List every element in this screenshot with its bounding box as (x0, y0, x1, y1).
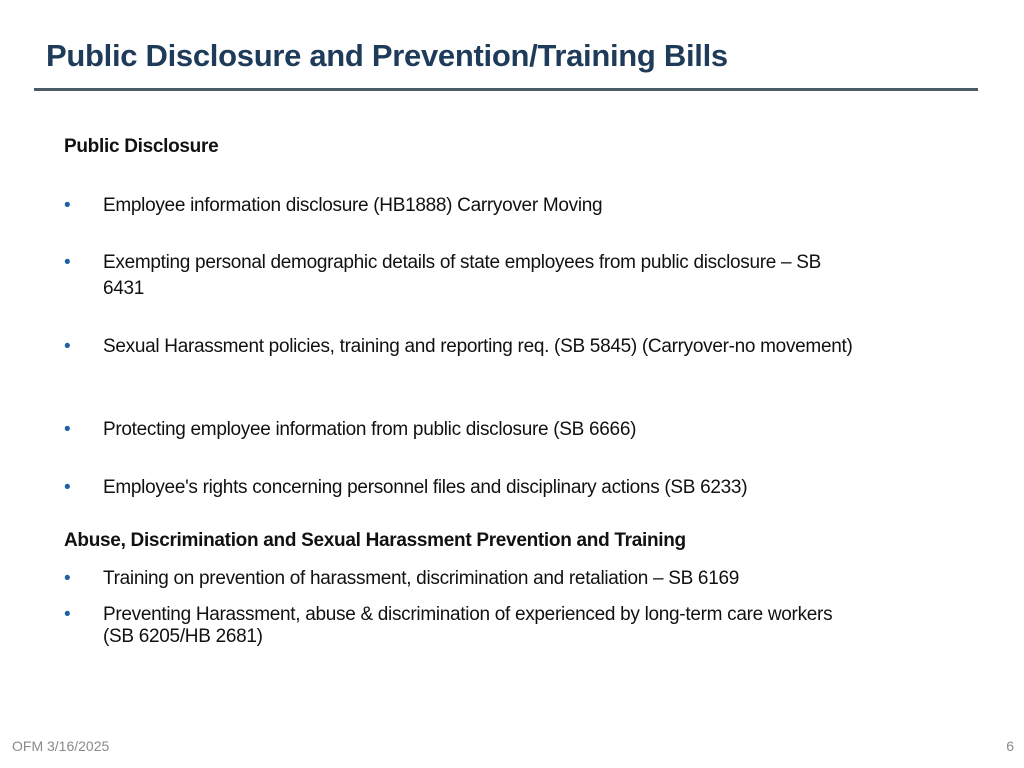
bullet-icon: • (64, 252, 71, 273)
bullet-icon: • (64, 568, 71, 589)
list-item (64, 566, 864, 592)
list-item-text: Employee information disclosure (HB1888) Carryover Moving (103, 195, 603, 216)
list-item (64, 417, 864, 443)
list-item (64, 193, 864, 219)
list-item (64, 604, 864, 648)
bullet-icon: • (64, 477, 71, 498)
list-item-text: Employee's rights concerning personnel files and disciplinary actions (SB 6233) (103, 477, 748, 498)
list-item (64, 334, 864, 360)
list-item-text: Sexual Harassment policies, training and reporting req. (SB 5845) (Carryover-no movement) (103, 336, 853, 357)
list-item-text: Training on prevention of harassment, discrimination and retaliation – SB 6169 (103, 568, 739, 589)
slide-title: Public Disclosure and Prevention/Training Bills (46, 38, 728, 73)
bullet-icon: • (64, 604, 71, 625)
footer-source-date: OFM 3/16/2025 (12, 738, 110, 754)
title-divider (34, 88, 978, 91)
bullet-icon: • (64, 336, 71, 357)
list-item-text: Exempting personal demographic details of state employees from public disclosure – SB 6431 (103, 252, 821, 299)
section-heading-public-disclosure: Public Disclosure (64, 136, 219, 157)
bullet-icon: • (64, 195, 71, 216)
bullet-icon: • (64, 419, 71, 440)
list-item (64, 250, 864, 302)
list-item (64, 475, 864, 501)
list-item-text: Protecting employee information from public disclosure (SB 6666) (103, 419, 637, 440)
list-item-text: Preventing Harassment, abuse & discrimination of experienced by long-term care workers (SB 6205/HB 2681) (103, 604, 833, 647)
page-number: 6 (1006, 738, 1014, 754)
section-heading-prevention-training: Abuse, Discrimination and Sexual Harassment Prevention and Training (64, 530, 686, 551)
